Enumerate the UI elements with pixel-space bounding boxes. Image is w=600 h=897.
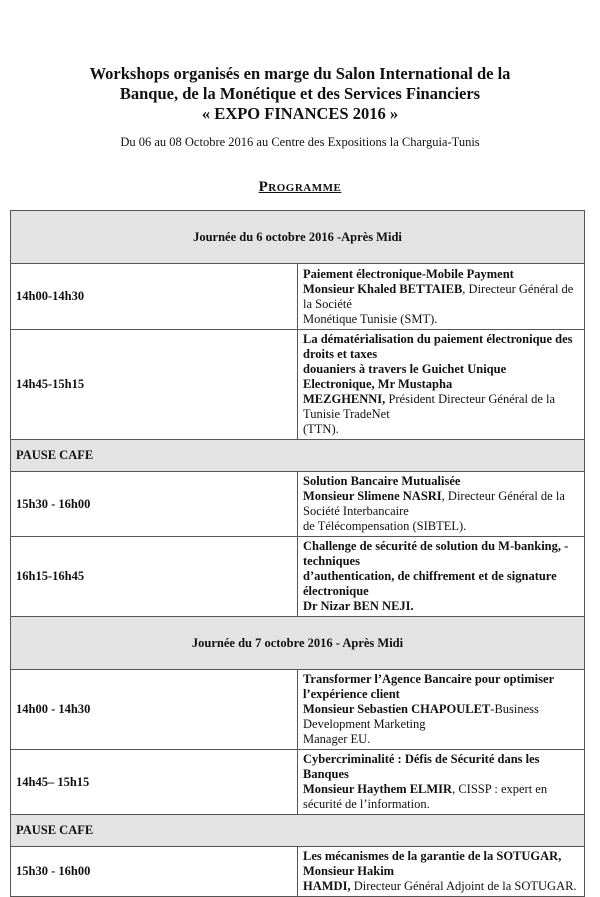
session-title: Solution Bancaire Mutualisée	[303, 474, 461, 488]
programme-table	[10, 210, 585, 897]
session-speaker-line	[303, 489, 579, 519]
speaker-role: Directeur Général Adjoint de la SOTUGAR.	[350, 879, 577, 893]
pause-row	[11, 440, 585, 472]
session-speaker-line	[303, 702, 579, 732]
session-description	[298, 472, 585, 537]
table-row	[11, 472, 585, 537]
session-time: 14h00 - 14h30	[11, 670, 298, 750]
speaker-name: Monsieur Slimene NASRI	[303, 489, 442, 503]
speaker-name: HAMDI,	[303, 879, 351, 893]
session-title: Paiement électronique-Mobile Payment	[303, 266, 514, 281]
session-description	[298, 750, 585, 815]
session-title: Cybercriminalité : Défis de Sécurité dans les Banques	[303, 752, 540, 781]
day1-header-row	[11, 211, 585, 264]
table-row	[11, 847, 585, 897]
speaker-name: Monsieur Khaled BETTAIEB	[303, 281, 463, 296]
session-title: La dématérialisation du paiement électronique des droits et taxes	[303, 332, 573, 361]
speaker-name: Monsieur Haythem ELMIR	[303, 782, 453, 796]
session-title-cont: douaniers à travers le Guichet Unique Electronique, Mr Mustapha	[303, 362, 507, 391]
session-description	[298, 330, 585, 440]
session-description	[298, 264, 585, 330]
session-speaker-line	[303, 282, 579, 312]
speaker-role-cont: de Télécompensation (SIBTEL).	[303, 519, 467, 533]
speaker-role: -Business Development Marketing	[303, 702, 539, 731]
speaker-role: , Directeur Général de la Société Interbancaire	[303, 489, 565, 518]
session-description	[298, 670, 585, 750]
title-line-2: Banque, de la Monétique et des Services Financiers	[119, 84, 481, 103]
session-speaker-line	[303, 879, 579, 894]
speaker-name: Monsieur Sebastien CHAPOULET	[303, 702, 491, 716]
session-description	[298, 537, 585, 617]
session-title: Challenge de sécurité de solution du M-banking, -techniques	[303, 539, 569, 568]
session-description	[298, 847, 585, 897]
speaker-name: MEZGHENNI,	[303, 392, 386, 406]
speaker-role-cont: Monétique Tunisie (SMT).	[303, 311, 438, 326]
pause-row	[11, 815, 585, 847]
event-dates: Du 06 au 08 Octobre 2016 au Centre des Expositions la Charguia-Tunis	[120, 135, 480, 149]
speaker-role: , Directeur Général de la Société	[303, 281, 574, 311]
session-time: 16h15-16h45	[11, 537, 298, 617]
speaker-role-cont: Manager EU.	[303, 732, 371, 746]
table-row	[11, 264, 585, 330]
session-time: 15h30 - 16h00	[11, 847, 298, 897]
table-row	[11, 330, 585, 440]
speaker-role: , CISSP : expert en sécurité de l’information.	[303, 782, 548, 811]
speaker-role-cont: (TTN).	[303, 422, 339, 436]
table-row	[11, 670, 585, 750]
day1-label: Journée du 6 octobre 2016 -Après Midi	[11, 211, 585, 264]
title-line-1: Workshops organisés en marge du Salon International de la	[89, 64, 511, 83]
session-title: Les mécanismes de la garantie de la SOTUGAR, Monsieur Hakim	[303, 849, 562, 878]
day2-header-row	[11, 617, 585, 670]
pause-label: PAUSE CAFE	[11, 440, 585, 472]
programme-heading: Programme	[258, 179, 342, 195]
session-speaker-line	[303, 392, 579, 422]
session-title: Transformer l’Agence Bancaire pour optimiser l’expérience client	[303, 672, 554, 701]
document-header	[0, 64, 600, 150]
session-speaker-line	[303, 782, 579, 812]
session-time: 15h30 - 16h00	[11, 472, 298, 537]
session-time: 14h45– 15h15	[11, 750, 298, 815]
speaker-role: Président Directeur Général de la Tunisie TradeNet	[303, 392, 556, 421]
table-row	[11, 537, 585, 617]
speaker-name: Dr Nizar BEN NEJI.	[303, 599, 414, 613]
session-title-cont: d’authentication, de chiffrement et de signature électronique	[303, 569, 557, 598]
pause-label: PAUSE CAFE	[11, 815, 585, 847]
session-time: 14h45-15h15	[11, 330, 298, 440]
day2-label: Journée du 7 octobre 2016 - Après Midi	[11, 617, 585, 670]
session-time: 14h00-14h30	[11, 264, 298, 330]
table-row	[11, 750, 585, 815]
title-line-3: « EXPO FINANCES 2016 »	[201, 104, 399, 123]
